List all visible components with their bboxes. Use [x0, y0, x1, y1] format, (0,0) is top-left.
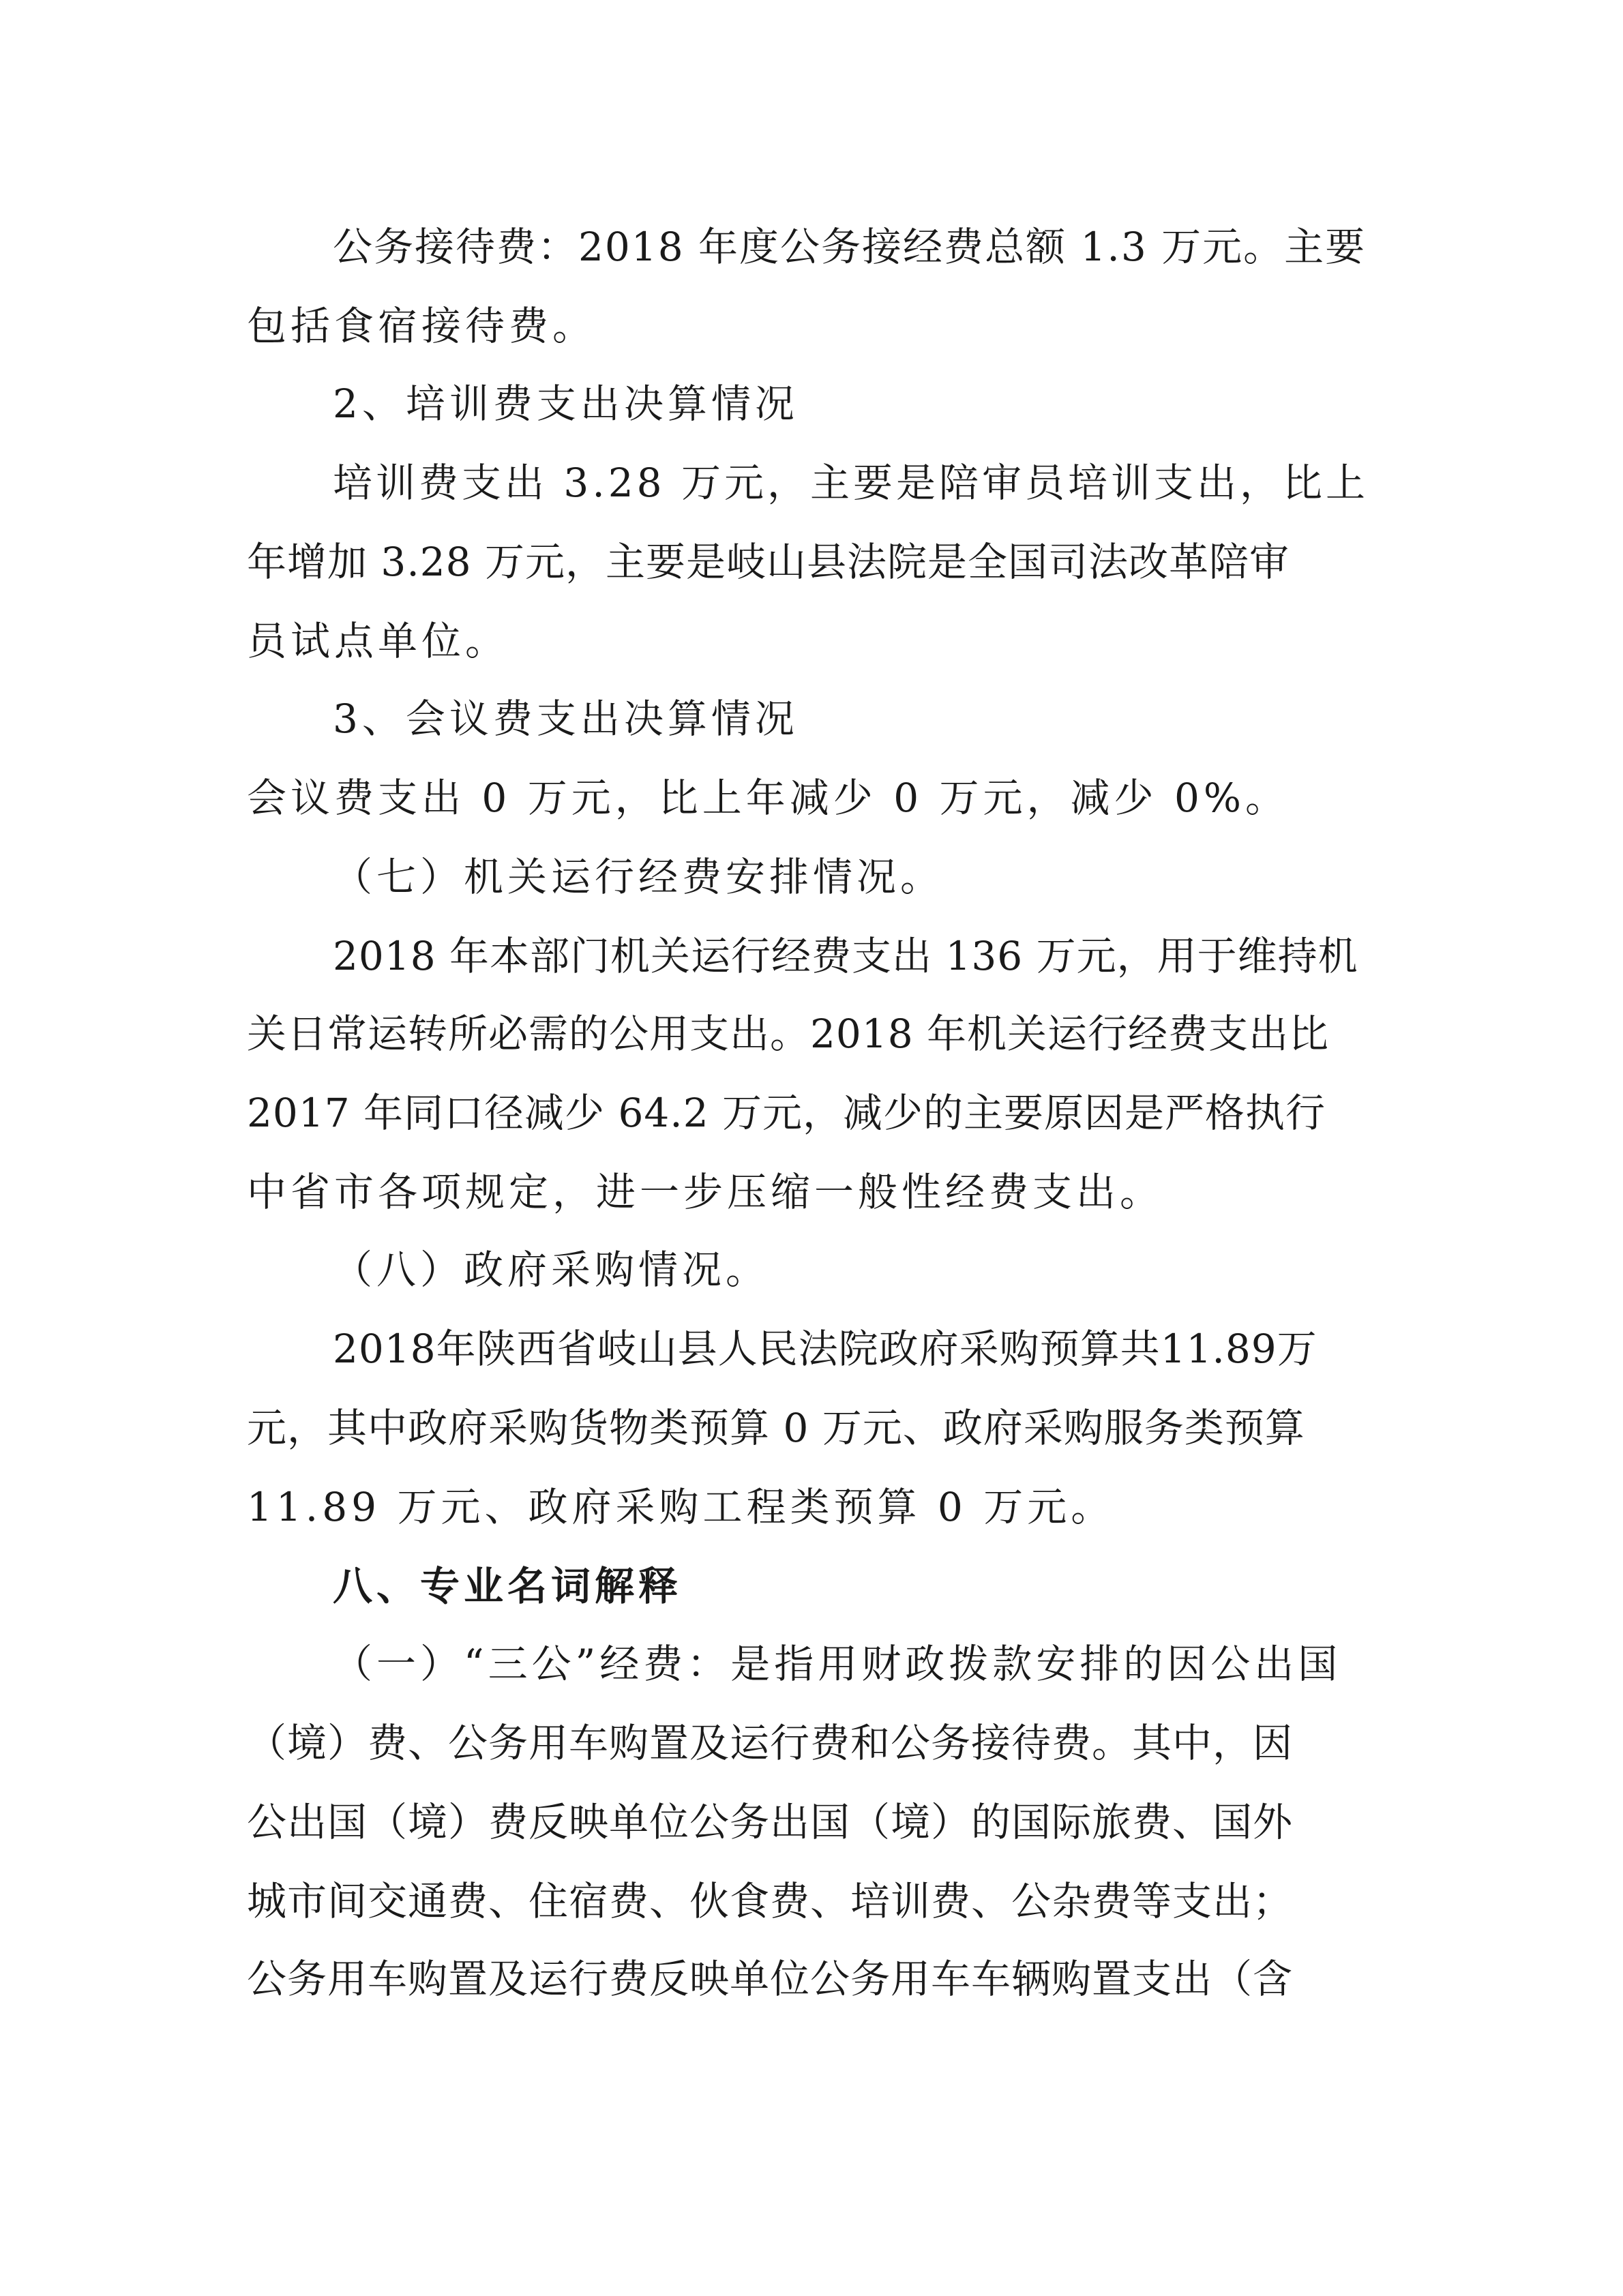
- paragraph-line: 公出国（境）费反映单位公务出国（境）的国际旅费、国外: [247, 1799, 1294, 1845]
- paragraph-line: 关日常运转所必需的公用支出。2018 年机关运行经费支出比: [247, 1011, 1330, 1057]
- paragraph-line: 元，其中政府采购货物类预算 0 万元、政府采购服务类预算: [247, 1405, 1305, 1451]
- paragraph-line: 11.89 万元、政府采购工程类预算 0 万元。: [247, 1484, 1115, 1530]
- paragraph-line: 2018年陕西省岐山县人民法院政府采购预算共11.89万: [333, 1326, 1317, 1372]
- paragraph-line: 2017 年同口径减少 64.2 万元，减少的主要原因是严格执行: [247, 1090, 1326, 1136]
- paragraph-line: 中省市各项规定，进一步压缩一般性经费支出。: [247, 1169, 1164, 1215]
- paragraph-line: 2018 年本部门机关运行经费支出 136 万元，用于维持机: [333, 933, 1358, 979]
- paragraph-line: 包括食宿接待费。: [247, 303, 597, 349]
- section-heading: （七）机关运行经费安排情况。: [333, 854, 944, 900]
- paragraph-line: 公务用车购置及运行费反映单位公务用车车辆购置支出（含: [247, 1956, 1294, 2002]
- chapter-heading: 八、专业名词解释: [333, 1563, 683, 1609]
- paragraph-line: 员试点单位。: [247, 618, 509, 664]
- section-heading: 3、会议费支出决算情况: [333, 696, 799, 742]
- section-heading: 2、培训费支出决算情况: [333, 381, 799, 427]
- section-heading: （八）政府采购情况。: [333, 1247, 770, 1293]
- paragraph-line: 年增加 3.28 万元，主要是岐山县法院是全国司法改革陪审: [247, 539, 1290, 585]
- paragraph-line: 会议费支出 0 万元，比上年减少 0 万元，减少 0%。: [247, 775, 1289, 821]
- paragraph-line: 公务接待费：2018 年度公务接经费总额 1.3 万元。主要: [333, 224, 1367, 270]
- paragraph-line: （一）“三公”经费：是指用财政拨款安排的因公出国: [333, 1641, 1342, 1687]
- paragraph-line: 城市间交通费、住宿费、伙食费、培训费、公杂费等支出；: [247, 1878, 1294, 1924]
- paragraph-line: 培训费支出 3.28 万元，主要是陪审员培训支出，比上: [333, 460, 1369, 506]
- paragraph-line: （境）费、公务用车购置及运行费和公务接待费。其中，因: [247, 1720, 1294, 1766]
